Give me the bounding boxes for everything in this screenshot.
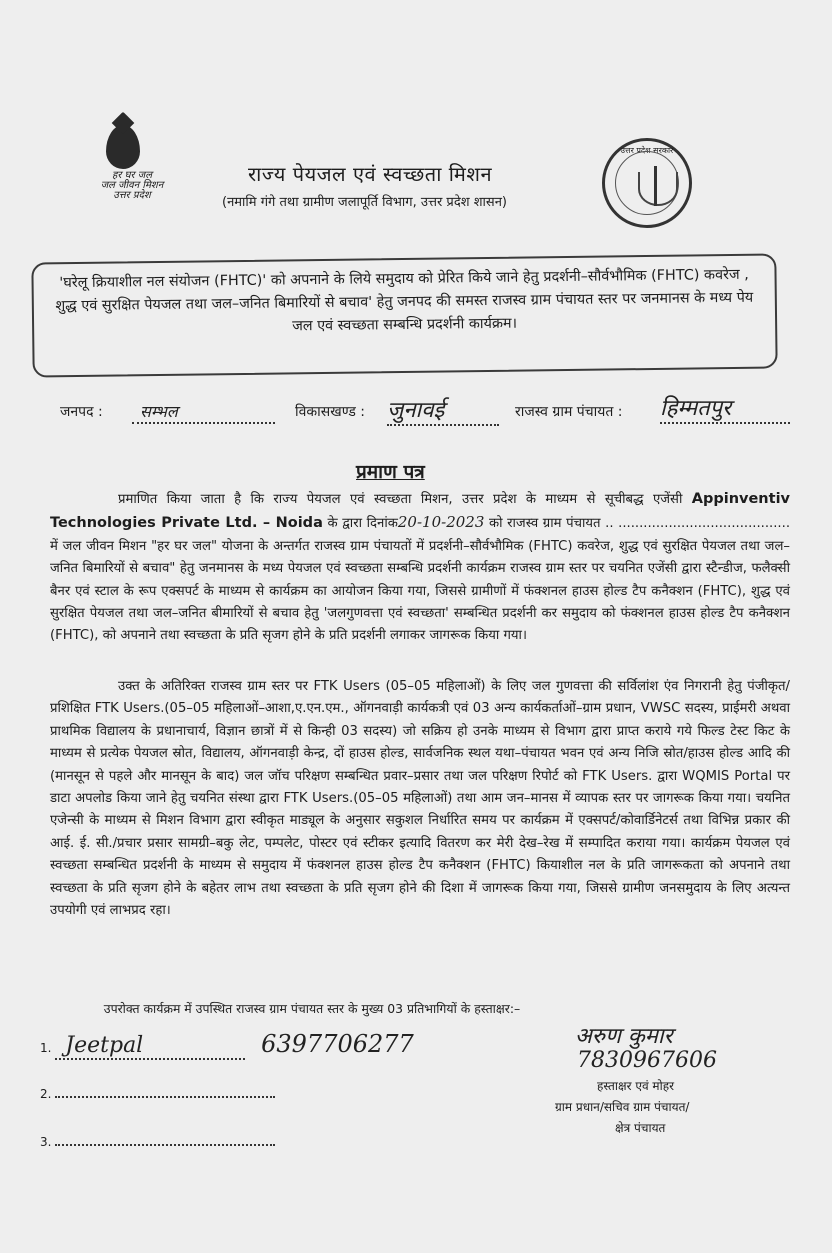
certificate-paragraph-1: प्रमाणित किया जाता है कि राज्य पेयजल एवं स्वच्छता मिशन, उत्तर प्रदेश के माध्यम से सूचीबद्ध एजेंसी Appinventiv Technologies Private Ltd. – Noida के द्वारा दिनांक20-10-2023 को राजस्व ग्राम पंचायत .. ......................................... में जल जीवन मिशन "हर घर जल" योजना के अन्तर्गत राजस्व ग्राम पंचायतों में प्रदर्शनी–सौर्वभौमिक (FHTC) कवरेज, शुद्ध एवं सुरक्षित पेयजल तथा जल–जनित बिमारियों से बचाव" हेतु जनमानस के मध्य पेयजल एवं स्वच्छता सम्बन्धि प्रदर्शनी कार्यक्रम राजस्व ग्राम स्तर पर चयनित एजेंसी द्वारा स्टैन्डीज, फलैक्सी बैनर एवं स्टाल के रूप एक्सपर्ट के माध्यम से कार्यक्रम का आयोजन किया गया, जिससे ग्रामीणों में फंक्शनल हाउस होल्ड टैप कनैक्शन (FHTC), शुद्ध एवं सुरक्षित पेयजल तथा जल–जनित बीमारियों से बचाव हेतु 'जलगुणवत्ता एवं स्वच्छता' सम्बन्धित प्रदर्शनी कर समुदाय को फंक्शनल हाउस होल्ड टैप कनैक्शन (FHTC), को अपनाने तथा स्वच्छता के प्रति सृजग होने के प्रति प्रदर्शनी लगाकर जागरूक किया गया। (50, 491, 791, 644)
emblem-inner-ring (615, 151, 679, 215)
kshetra-panchayat-caption: क्षेत्र पंचायत (615, 1121, 666, 1135)
participant-3-blank (55, 1132, 275, 1146)
participant-1-phone: 6397706277 (261, 1030, 414, 1058)
vikaskhand-label: विकासखण्ड : (295, 404, 366, 420)
pradhan-signature-phone: 7830967606 (577, 1048, 717, 1073)
signature-line-1: 1. Jeetpal 6397706277 (40, 1030, 414, 1058)
participant-1-name: Jeetpal (55, 1033, 245, 1060)
water-drop-icon (106, 125, 140, 169)
emblem-text: उत्तर प्रदेश सरकार (620, 146, 674, 155)
bow-icon (654, 166, 671, 206)
agency-name: Appinventiv Technologies Private Ltd. – Noida (50, 491, 790, 532)
signature-heading: उपरोक्त कार्यक्रम में उपस्थित राजस्व ग्राम पंचायत स्तर के मुख्य 03 प्रतिभागियों के हस्ताक्षर:– (103, 1001, 521, 1016)
gram-panchayat-label: राजस्व ग्राम पंचायत : (515, 404, 623, 420)
participant-2-blank (55, 1084, 275, 1098)
certificate-paragraph-2: उक्त के अतिरिक्त राजस्व ग्राम स्तर पर FTK Users (05–05 महिलाओं) के लिए जल गुणवत्ता की सर्विलांश एंव निगरानी हेतु पंजीकृत/प्रशिक्षित FTK Users.(05–05 महिलाओं–आशा,ए.एन.एम., ऑगनवाड़ी कार्यकत्री एवं 03 अन्य कार्यकर्ताओं–ग्राम प्रधान, VWSC सदस्य, प्राईमरी अथवा प्राथमिक विद्यालय के प्रधानाचार्य, विज्ञान छात्रों में से किन्ही 03 सदस्य) जो सक्रिय हो उनके माध्यम से विभाग द्वारा प्राप्त कराये गये फिल्ड टेस्ट किट के माध्यम से प्रत्येक पेयजल स्रोत, विद्यालय, ऑगनवाड़ी केन्द्र, दों हाउस होल्ड, सार्वजनिक स्थल यथा–पंचायत भवन एवं अन्य निजि स्रोत/हाउस होल्ड आदि की (मानसून से पहले और मानसून के बाद) जल जॉच परिक्षण सम्बन्धित प्रवार–प्रसार तथा जल परिक्षण रिपोर्ट को FTK Users. द्वारा WQMIS Portal पर डाटा अपलोड किया जाने हेतु चयनित संस्था द्वारा FTK Users.(05–05 महिलाओं) तथा आम जन–मानस में व्यापक स्तर पर जागरूक किया गया। चयनित एजेन्सी के माध्यम से मिशन विभाग द्वारा स्वीकृत माड्यूल के अनुसार सकुशल निर्धारित समय पर कार्यक्रम में एक्सपर्ट/कोवार्डिनेटर्स तथा विभिन्न प्रकार की आई. ई. सी./प्रचार प्रसार सामग्री–बकु लेट, पम्पलेट, पोस्टर एवं स्टीकर इत्यादि वितरण कर मेरी देख–रेख में सम्पादित कराया गया। कार्यक्रम पेयजल एवं स्वच्छता सम्बन्धित प्रदर्शनी के माध्यम से समुदाय में फंक्शनल हाउस होल्ड टैप कनैक्शन (FHTC) कियाशील नल के प्रति जागरूकता को अपनाने तथा स्वच्छता के प्रति सृजग होने के बहेतर लाभ तथा स्वच्छता के प्रति सृजग होने की दिशा में जागरूक किया गया, जिससे ग्रामीण जनसमुदाय के लिए अत्यन्त उपयोगी एवं लाभप्रद रहा। (50, 679, 790, 919)
signature-line-2: 2. (40, 1084, 275, 1101)
certificate-title: प्रमाण पत्र (356, 461, 425, 483)
pradhan-signature-name: अरुण कुमार (575, 1024, 673, 1049)
subject-box: 'घरेलू क्रियाशील नल संयोजन (FHTC)' को अपनाने के लिये समुदाय को प्रेरित किये जाने हेतु प्रदर्शनी–सौर्वभौमिक (FHTC) कवरेज , शुद्ध एवं सुरक्षित पेयजल तथा जल–जनित बिमारियों से बचाव' हेतु जनपद की समस्त राजस्व ग्राम पंचायत स्तर पर जनमानस के मध्य पेय जल एवं स्वच्छता सम्बन्धि प्रदर्शनी कार्यक्रम। (31, 253, 777, 377)
jal-jeevan-mission-logo (92, 125, 172, 215)
program-date: 20-10-2023 (397, 513, 485, 532)
up-government-emblem (602, 138, 692, 228)
janpad-value: सम्भल (132, 400, 275, 424)
gram-panchayat-value: हिम्मतपुर (660, 392, 790, 424)
signature-line-3: 3. (40, 1132, 275, 1149)
janpad-label: जनपद : (60, 404, 103, 420)
logo-caption: हर घर जल जल जीवन मिशन उत्तर प्रदेश (100, 170, 164, 201)
signature-seal-caption: हस्ताक्षर एवं मोहर (597, 1079, 675, 1093)
mission-subtitle: (नमामि गंगे तथा ग्रामीण जलापूर्ति विभाग, उत्तर प्रदेश शासन) (222, 195, 507, 210)
vikaskhand-value: जुनावई (387, 394, 499, 426)
designation-caption: ग्राम प्रधान/सचिव ग्राम पंचायत/ (555, 1100, 690, 1114)
pradhan-signature-block (555, 1020, 775, 1136)
mission-title: राज्य पेयजल एवं स्वच्छता मिशन (248, 162, 493, 186)
